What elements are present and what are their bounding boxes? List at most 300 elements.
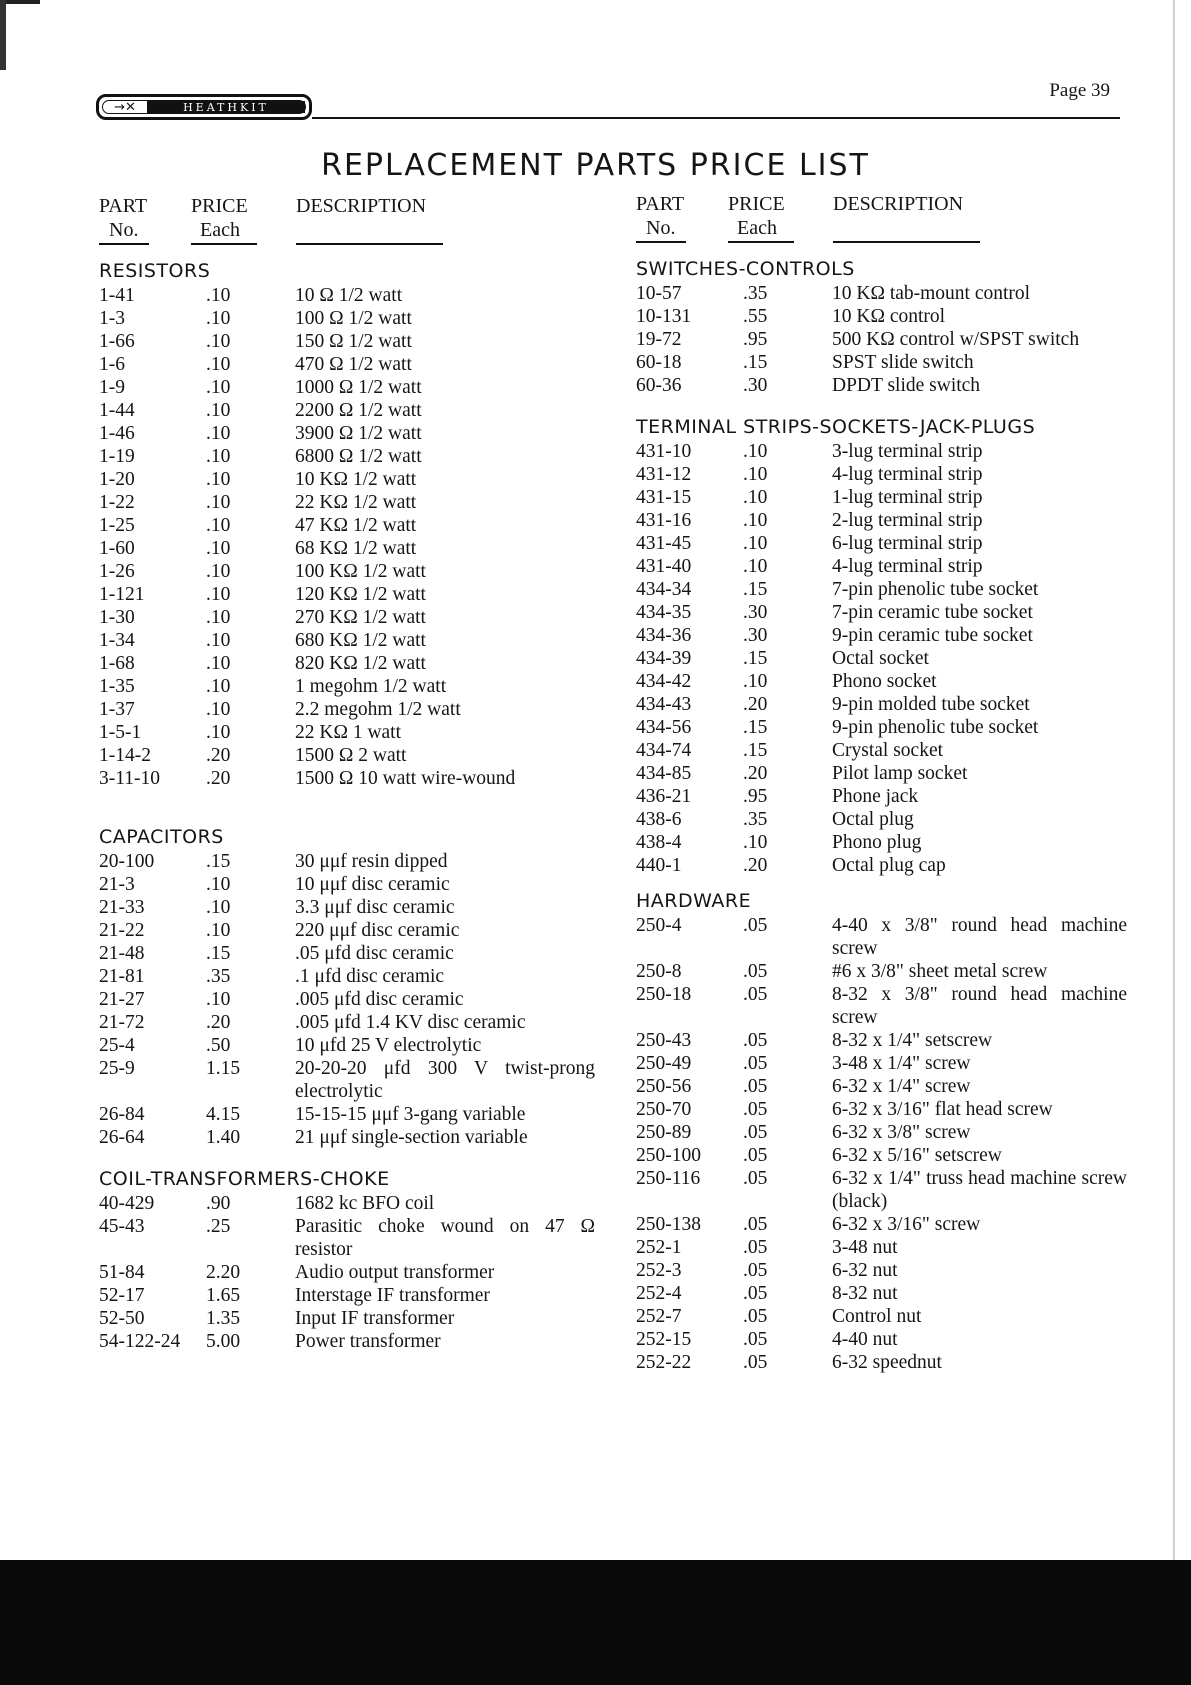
part-number: 250-89 xyxy=(636,1122,692,1143)
part-price: .30 xyxy=(743,375,768,396)
part-description: SPST slide switch xyxy=(832,352,974,373)
part-description: 6-32 speednut xyxy=(832,1352,942,1373)
part-description: 6-32 x 3/16" screw xyxy=(832,1214,981,1235)
part-price: .15 xyxy=(743,648,768,669)
part-price: .10 xyxy=(206,630,231,651)
part-description: .005 μfd disc ceramic xyxy=(295,989,464,1010)
part-number: 1-6 xyxy=(99,354,125,375)
part-description: 3-48 nut xyxy=(832,1237,898,1258)
table-row xyxy=(636,555,1136,578)
part-number: 252-15 xyxy=(636,1329,692,1350)
part-number: 21-72 xyxy=(99,1012,145,1033)
table-row xyxy=(636,601,1136,624)
section-title: SWITCHES-CONTROLS xyxy=(636,258,855,280)
part-price: .10 xyxy=(206,897,231,918)
table-row xyxy=(636,1305,1136,1328)
table-row xyxy=(99,675,599,698)
table-row xyxy=(636,486,1136,509)
part-price: .10 xyxy=(743,510,768,531)
part-price: .15 xyxy=(743,740,768,761)
part-number: 1-22 xyxy=(99,492,135,513)
part-price: .10 xyxy=(206,989,231,1010)
part-number: 252-22 xyxy=(636,1352,692,1373)
table-row xyxy=(99,1103,599,1126)
table-row xyxy=(636,463,1136,486)
part-price: .10 xyxy=(206,492,231,513)
left-column xyxy=(99,195,599,1353)
part-description: 8-32 nut xyxy=(832,1283,898,1304)
part-price: .95 xyxy=(743,329,768,350)
table-row xyxy=(99,965,599,988)
table-row xyxy=(99,330,599,353)
part-description: 680 KΩ 1/2 watt xyxy=(295,630,426,651)
table-row xyxy=(636,1259,1136,1282)
part-number: 250-43 xyxy=(636,1030,692,1051)
right-column xyxy=(636,193,1136,1374)
part-number: 1-121 xyxy=(99,584,145,605)
part-description: 3.3 μμf disc ceramic xyxy=(295,897,455,918)
parts-list xyxy=(99,1192,599,1353)
table-row xyxy=(636,1213,1136,1236)
table-row xyxy=(636,716,1136,739)
part-description: 9-pin phenolic tube socket xyxy=(832,717,1039,738)
part-price: .10 xyxy=(743,533,768,554)
table-row xyxy=(99,422,599,445)
table-row xyxy=(99,942,599,965)
part-number: 1-3 xyxy=(99,308,125,329)
part-price: .10 xyxy=(206,920,231,941)
part-price: .15 xyxy=(743,352,768,373)
table-row xyxy=(636,1121,1136,1144)
part-description: 2200 Ω 1/2 watt xyxy=(295,400,422,421)
part-price: .05 xyxy=(743,915,768,936)
part-price: .10 xyxy=(743,671,768,692)
part-price: .05 xyxy=(743,1306,768,1327)
part-number: 1-14-2 xyxy=(99,745,151,766)
part-description: 15-15-15 μμf 3-gang variable xyxy=(295,1104,526,1125)
part-number: 1-37 xyxy=(99,699,135,720)
part-price: .20 xyxy=(743,763,768,784)
part-price: .10 xyxy=(206,446,231,467)
table-row xyxy=(636,328,1136,351)
table-row xyxy=(99,1307,599,1330)
part-description: 20-20-20 μfd 300 V twist-prong electrolytic xyxy=(295,1058,595,1102)
part-description: 4-lug terminal strip xyxy=(832,556,983,577)
table-row xyxy=(99,307,599,330)
part-number: 252-3 xyxy=(636,1260,682,1281)
part-number: 250-18 xyxy=(636,984,692,1005)
table-row xyxy=(99,376,599,399)
part-price: 4.15 xyxy=(206,1104,241,1125)
part-price: .05 xyxy=(743,1329,768,1350)
part-description: Control nut xyxy=(832,1306,922,1327)
part-price: .95 xyxy=(743,786,768,807)
part-number: 1-5-1 xyxy=(99,722,142,743)
part-number: 434-35 xyxy=(636,602,692,623)
section-title: CAPACITORS xyxy=(99,826,224,848)
part-number: 434-85 xyxy=(636,763,692,784)
part-price: .10 xyxy=(206,331,231,352)
part-description: 10 KΩ control xyxy=(832,306,946,327)
part-price: .35 xyxy=(743,809,768,830)
part-price: .20 xyxy=(743,694,768,715)
part-number: 434-56 xyxy=(636,717,692,738)
part-price: .05 xyxy=(743,1214,768,1235)
part-price: .10 xyxy=(206,584,231,605)
part-number: 45-43 xyxy=(99,1216,145,1237)
table-row xyxy=(636,1282,1136,1305)
part-description: 9-pin ceramic tube socket xyxy=(832,625,1033,646)
table-row xyxy=(636,578,1136,601)
part-price: .15 xyxy=(206,851,231,872)
table-row xyxy=(636,351,1136,374)
part-description: 10 Ω 1/2 watt xyxy=(295,285,403,306)
part-description: #6 x 3/8" sheet metal screw xyxy=(832,961,1048,982)
part-number: 21-81 xyxy=(99,966,145,987)
header-part: PART xyxy=(636,193,685,215)
part-description: 22 KΩ 1 watt xyxy=(295,722,402,743)
part-description: 7-pin ceramic tube socket xyxy=(832,602,1033,623)
table-row xyxy=(99,606,599,629)
part-number: 20-100 xyxy=(99,851,155,872)
table-row xyxy=(99,1034,599,1057)
part-price: .15 xyxy=(743,579,768,600)
header-underline xyxy=(833,241,980,243)
part-price: .10 xyxy=(206,607,231,628)
part-number: 431-40 xyxy=(636,556,692,577)
part-description: 3-48 x 1/4" screw xyxy=(832,1053,971,1074)
table-row xyxy=(99,353,599,376)
part-number: 440-1 xyxy=(636,855,682,876)
part-description: Phono socket xyxy=(832,671,937,692)
section-hardware xyxy=(636,889,1136,1374)
part-price: .10 xyxy=(206,874,231,895)
part-number: 1-19 xyxy=(99,446,135,467)
section-title: RESISTORS xyxy=(99,260,211,282)
part-number: 1-30 xyxy=(99,607,135,628)
table-row xyxy=(99,873,599,896)
part-price: .20 xyxy=(206,745,231,766)
table-row xyxy=(99,560,599,583)
part-description: 6-32 x 3/8" screw xyxy=(832,1122,971,1143)
part-price: .55 xyxy=(743,306,768,327)
page-number: Page 39 xyxy=(1049,80,1110,101)
part-number: 1-34 xyxy=(99,630,135,651)
table-row xyxy=(99,583,599,606)
part-description: 47 KΩ 1/2 watt xyxy=(295,515,417,536)
part-price: .05 xyxy=(743,1099,768,1120)
part-price: .10 xyxy=(206,377,231,398)
part-description: 4-lug terminal strip xyxy=(832,464,983,485)
brand-name: HEATHKIT xyxy=(147,101,305,113)
part-price: .10 xyxy=(206,423,231,444)
part-number: 431-12 xyxy=(636,464,692,485)
part-description: 9-pin molded tube socket xyxy=(832,694,1030,715)
part-description: Octal socket xyxy=(832,648,929,669)
header-description: DESCRIPTION xyxy=(833,193,964,215)
column-header xyxy=(99,195,599,247)
section-title: TERMINAL STRIPS-SOCKETS-JACK-PLUGS xyxy=(636,416,1036,438)
part-number: 21-22 xyxy=(99,920,145,941)
part-price: .10 xyxy=(743,464,768,485)
table-row xyxy=(99,537,599,560)
table-row xyxy=(99,1261,599,1284)
part-description: .05 μfd disc ceramic xyxy=(295,943,454,964)
section-title: COIL-TRANSFORMERS-CHOKE xyxy=(99,1168,390,1190)
heathkit-arrow-logo-icon: →✕ xyxy=(114,99,136,115)
part-price: .20 xyxy=(206,1012,231,1033)
part-number: 431-10 xyxy=(636,441,692,462)
part-description: 1682 kc BFO coil xyxy=(295,1193,435,1214)
part-description: 10 KΩ 1/2 watt xyxy=(295,469,417,490)
part-number: 25-4 xyxy=(99,1035,135,1056)
part-number: 21-48 xyxy=(99,943,145,964)
part-price: 1.40 xyxy=(206,1127,241,1148)
part-description: .005 μfd 1.4 KV disc ceramic xyxy=(295,1012,526,1033)
part-description: Audio output transformer xyxy=(295,1262,495,1283)
part-number: 434-43 xyxy=(636,694,692,715)
part-description: 6-32 nut xyxy=(832,1260,898,1281)
part-price: .05 xyxy=(743,1283,768,1304)
part-price: .10 xyxy=(206,308,231,329)
part-number: 438-4 xyxy=(636,832,682,853)
table-row xyxy=(636,1351,1136,1374)
table-row xyxy=(99,1215,599,1261)
part-number: 26-84 xyxy=(99,1104,145,1125)
part-description: DPDT slide switch xyxy=(832,375,981,396)
part-price: .20 xyxy=(743,855,768,876)
part-description: 1 megohm 1/2 watt xyxy=(295,676,447,697)
part-description: Power transformer xyxy=(295,1331,441,1352)
part-number: 3-11-10 xyxy=(99,768,161,789)
part-description: 270 KΩ 1/2 watt xyxy=(295,607,426,628)
table-row xyxy=(636,1075,1136,1098)
table-row xyxy=(99,1284,599,1307)
header-rule xyxy=(312,117,1120,119)
table-row xyxy=(636,762,1136,785)
part-number: 1-60 xyxy=(99,538,135,559)
table-row xyxy=(636,647,1136,670)
part-description: 6-32 x 1/4" screw xyxy=(832,1076,971,1097)
heathkit-logo xyxy=(96,94,312,120)
header-underline xyxy=(191,243,257,245)
part-price: .05 xyxy=(743,1145,768,1166)
part-price: .35 xyxy=(206,966,231,987)
part-price: .05 xyxy=(743,1237,768,1258)
part-description: 6-lug terminal strip xyxy=(832,533,983,554)
part-price: .15 xyxy=(206,943,231,964)
part-price: 1.15 xyxy=(206,1058,241,1079)
part-price: .10 xyxy=(206,354,231,375)
table-row xyxy=(636,509,1136,532)
part-number: 19-72 xyxy=(636,329,682,350)
part-price: .05 xyxy=(743,1076,768,1097)
part-number: 60-18 xyxy=(636,352,682,373)
part-price: 2.20 xyxy=(206,1262,241,1283)
part-number: 21-3 xyxy=(99,874,135,895)
part-price: .10 xyxy=(206,515,231,536)
part-number: 1-26 xyxy=(99,561,135,582)
header-price: PRICE xyxy=(191,195,248,217)
part-price: .10 xyxy=(743,832,768,853)
header-no: No. xyxy=(646,217,676,239)
part-number: 1-46 xyxy=(99,423,135,444)
part-price: .10 xyxy=(206,699,231,720)
table-row xyxy=(636,983,1136,1029)
table-row xyxy=(99,468,599,491)
part-description: 3-lug terminal strip xyxy=(832,441,983,462)
part-description: 1500 Ω 10 watt wire-wound xyxy=(295,768,516,789)
table-row xyxy=(99,284,599,307)
part-price: .10 xyxy=(743,556,768,577)
part-number: 40-429 xyxy=(99,1193,155,1214)
scan-edge-mark xyxy=(0,0,6,70)
part-number: 1-44 xyxy=(99,400,135,421)
part-description: 1500 Ω 2 watt xyxy=(295,745,407,766)
section-resistors xyxy=(99,259,599,790)
part-description: 10 μμf disc ceramic xyxy=(295,874,450,895)
part-number: 51-84 xyxy=(99,1262,145,1283)
part-number: 431-16 xyxy=(636,510,692,531)
part-number: 250-100 xyxy=(636,1145,701,1166)
header-underline xyxy=(99,243,149,245)
part-description: Pilot lamp socket xyxy=(832,763,968,784)
part-description: 8-32 x 3/8" round head machine screw xyxy=(832,984,1127,1028)
part-description: .1 μfd disc ceramic xyxy=(295,966,445,987)
part-price: .05 xyxy=(743,1168,768,1189)
table-row xyxy=(99,721,599,744)
part-description: 21 μμf single-section variable xyxy=(295,1127,528,1148)
part-price: .05 xyxy=(743,1260,768,1281)
table-row xyxy=(99,698,599,721)
part-description: 220 μμf disc ceramic xyxy=(295,920,460,941)
table-row xyxy=(99,491,599,514)
part-description: 8-32 x 1/4" setscrew xyxy=(832,1030,993,1051)
part-description: 4-40 nut xyxy=(832,1329,898,1350)
table-row xyxy=(636,440,1136,463)
part-description: 2.2 megohm 1/2 watt xyxy=(295,699,461,720)
table-row xyxy=(636,693,1136,716)
header-underline xyxy=(636,241,686,243)
header-underline xyxy=(296,243,443,245)
part-price: .10 xyxy=(206,285,231,306)
part-description: 2-lug terminal strip xyxy=(832,510,983,531)
part-number: 252-4 xyxy=(636,1283,682,1304)
table-row xyxy=(636,960,1136,983)
part-price: .05 xyxy=(743,961,768,982)
table-row xyxy=(99,767,599,790)
part-price: .10 xyxy=(206,653,231,674)
part-description: 820 KΩ 1/2 watt xyxy=(295,653,426,674)
part-description: 500 KΩ control w/SPST switch xyxy=(832,329,1080,350)
part-description: Phono plug xyxy=(832,832,922,853)
part-number: 1-41 xyxy=(99,285,135,306)
part-number: 250-4 xyxy=(636,915,682,936)
part-price: .10 xyxy=(743,487,768,508)
table-row xyxy=(636,1167,1136,1213)
part-price: .10 xyxy=(206,469,231,490)
part-number: 252-1 xyxy=(636,1237,682,1258)
table-row xyxy=(99,896,599,919)
table-row xyxy=(99,629,599,652)
part-number: 434-39 xyxy=(636,648,692,669)
table-row xyxy=(99,1011,599,1034)
page-margin-line xyxy=(1173,0,1175,1560)
part-number: 434-36 xyxy=(636,625,692,646)
part-number: 10-57 xyxy=(636,283,682,304)
part-description: 22 KΩ 1/2 watt xyxy=(295,492,417,513)
part-price: .10 xyxy=(206,676,231,697)
section-switches-controls xyxy=(636,257,1136,397)
part-number: 25-9 xyxy=(99,1058,135,1079)
table-row xyxy=(636,739,1136,762)
table-row xyxy=(636,1098,1136,1121)
part-description: 120 KΩ 1/2 watt xyxy=(295,584,426,605)
part-number: 434-34 xyxy=(636,579,692,600)
table-row xyxy=(99,1126,599,1149)
column-header xyxy=(636,193,1136,245)
header-description: DESCRIPTION xyxy=(296,195,427,217)
part-number: 250-138 xyxy=(636,1214,701,1235)
table-row xyxy=(636,670,1136,693)
part-number: 26-64 xyxy=(99,1127,145,1148)
part-price: .05 xyxy=(743,1030,768,1051)
table-row xyxy=(99,445,599,468)
part-number: 60-36 xyxy=(636,375,682,396)
part-price: .30 xyxy=(743,625,768,646)
parts-list xyxy=(636,440,1136,877)
part-price: .05 xyxy=(743,1122,768,1143)
scan-footer-band xyxy=(0,1560,1191,1685)
table-row xyxy=(636,1052,1136,1075)
part-number: 1-20 xyxy=(99,469,135,490)
part-description: 100 Ω 1/2 watt xyxy=(295,308,412,329)
table-row xyxy=(636,305,1136,328)
part-number: 1-68 xyxy=(99,653,135,674)
part-number: 434-74 xyxy=(636,740,692,761)
part-number: 1-25 xyxy=(99,515,135,536)
part-price: .25 xyxy=(206,1216,231,1237)
part-number: 438-6 xyxy=(636,809,682,830)
section-capacitors xyxy=(99,825,599,1149)
part-description: 4-40 x 3/8" round head machine screw xyxy=(832,915,1127,959)
table-row xyxy=(636,282,1136,305)
part-number: 252-7 xyxy=(636,1306,682,1327)
part-description: 68 KΩ 1/2 watt xyxy=(295,538,417,559)
section-coil-transformers-choke xyxy=(99,1167,599,1353)
header-underline xyxy=(728,241,794,243)
part-price: 1.65 xyxy=(206,1285,241,1306)
part-price: .90 xyxy=(206,1193,231,1214)
header-price: PRICE xyxy=(728,193,785,215)
part-price: .30 xyxy=(743,602,768,623)
table-row xyxy=(636,1029,1136,1052)
part-description: 7-pin phenolic tube socket xyxy=(832,579,1039,600)
table-row xyxy=(99,1192,599,1215)
part-description: Crystal socket xyxy=(832,740,944,761)
table-row xyxy=(636,854,1136,877)
table-row xyxy=(636,624,1136,647)
part-price: .10 xyxy=(206,400,231,421)
part-description: 6-32 x 3/16" flat head screw xyxy=(832,1099,1053,1120)
page-title: REPLACEMENT PARTS PRICE LIST xyxy=(321,148,870,183)
part-description: 100 KΩ 1/2 watt xyxy=(295,561,426,582)
part-price: .05 xyxy=(743,984,768,1005)
header-each: Each xyxy=(200,219,240,241)
part-number: 250-116 xyxy=(636,1168,701,1189)
table-row xyxy=(636,831,1136,854)
parts-list xyxy=(99,850,599,1149)
